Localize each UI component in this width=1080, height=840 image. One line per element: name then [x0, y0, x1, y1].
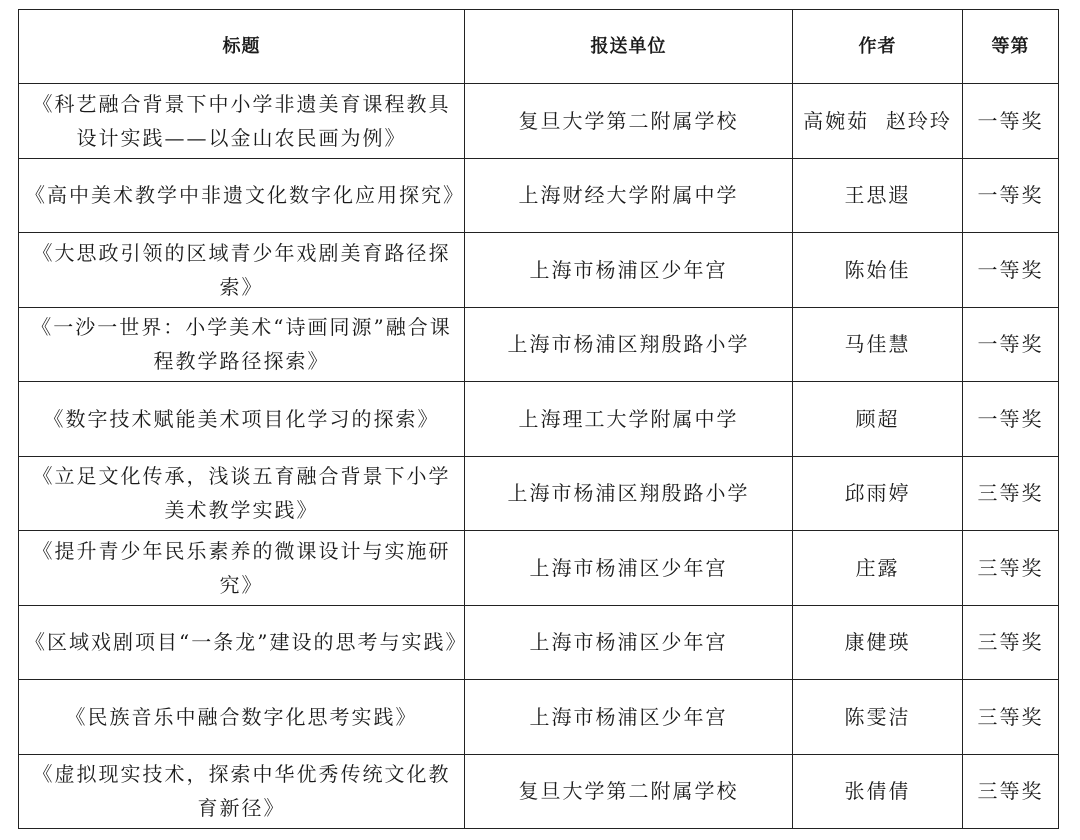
- cell-unit: 复旦大学第二附属学校: [465, 84, 793, 159]
- table-row: [19, 754, 1059, 829]
- cell-level: 一等奖: [963, 382, 1059, 457]
- cell-unit: 上海市杨浦区少年宫: [465, 531, 793, 606]
- cell-author: 邱雨婷: [793, 456, 963, 531]
- cell-title: 《高中美术教学中非遗文化数字化应用探究》: [19, 158, 465, 233]
- table-row: [19, 680, 1059, 755]
- cell-author: 高婉茹 赵玲玲: [793, 84, 963, 159]
- cell-title: 《科艺融合背景下中小学非遗美育课程教具设计实践——以金山农民画为例》: [19, 84, 465, 159]
- cell-author: 康健瑛: [793, 605, 963, 680]
- header-author: 作者: [793, 10, 963, 84]
- cell-unit: 上海市杨浦区少年宫: [465, 233, 793, 308]
- table-row: [19, 382, 1059, 457]
- cell-level: 一等奖: [963, 158, 1059, 233]
- cell-unit: 上海市杨浦区少年宫: [465, 680, 793, 755]
- cell-title: 《数字技术赋能美术项目化学习的探索》: [19, 382, 465, 457]
- cell-unit: 上海市杨浦区少年宫: [465, 605, 793, 680]
- cell-author: 王思遐: [793, 158, 963, 233]
- cell-unit: 复旦大学第二附属学校: [465, 754, 793, 829]
- cell-unit: 上海市杨浦区翔殷路小学: [465, 307, 793, 382]
- cell-author: 陈始佳: [793, 233, 963, 308]
- table-header-row: [19, 10, 1059, 84]
- cell-level: 一等奖: [963, 233, 1059, 308]
- cell-unit: 上海财经大学附属中学: [465, 158, 793, 233]
- table-row: [19, 605, 1059, 680]
- cell-author: 庄露: [793, 531, 963, 606]
- cell-title: 《区域戏剧项目“一条龙”建设的思考与实践》: [19, 605, 465, 680]
- cell-unit: 上海市杨浦区翔殷路小学: [465, 456, 793, 531]
- table-row: [19, 233, 1059, 308]
- cell-level: 三等奖: [963, 680, 1059, 755]
- table-row: [19, 158, 1059, 233]
- header-level: 等第: [963, 10, 1059, 84]
- cell-author: 顾超: [793, 382, 963, 457]
- cell-title: 《提升青少年民乐素养的微课设计与实施研究》: [19, 531, 465, 606]
- cell-level: 一等奖: [963, 307, 1059, 382]
- cell-title: 《大思政引领的区域青少年戏剧美育路径探索》: [19, 233, 465, 308]
- cell-level: 三等奖: [963, 531, 1059, 606]
- table-row: [19, 456, 1059, 531]
- cell-author: 张倩倩: [793, 754, 963, 829]
- header-title: 标题: [19, 10, 465, 84]
- cell-level: 一等奖: [963, 84, 1059, 159]
- cell-level: 三等奖: [963, 456, 1059, 531]
- table-row: [19, 84, 1059, 159]
- award-table: [18, 9, 1059, 829]
- cell-title: 《民族音乐中融合数字化思考实践》: [19, 680, 465, 755]
- cell-title: 《立足文化传承，浅谈五育融合背景下小学美术教学实践》: [19, 456, 465, 531]
- cell-title: 《一沙一世界：小学美术“诗画同源”融合课程教学路径探索》: [19, 307, 465, 382]
- cell-author: 马佳慧: [793, 307, 963, 382]
- cell-level: 三等奖: [963, 605, 1059, 680]
- cell-level: 三等奖: [963, 754, 1059, 829]
- cell-title: 《虚拟现实技术，探索中华优秀传统文化教育新径》: [19, 754, 465, 829]
- header-unit: 报送单位: [465, 10, 793, 84]
- cell-unit: 上海理工大学附属中学: [465, 382, 793, 457]
- cell-author: 陈雯洁: [793, 680, 963, 755]
- table-row: [19, 307, 1059, 382]
- table-row: [19, 531, 1059, 606]
